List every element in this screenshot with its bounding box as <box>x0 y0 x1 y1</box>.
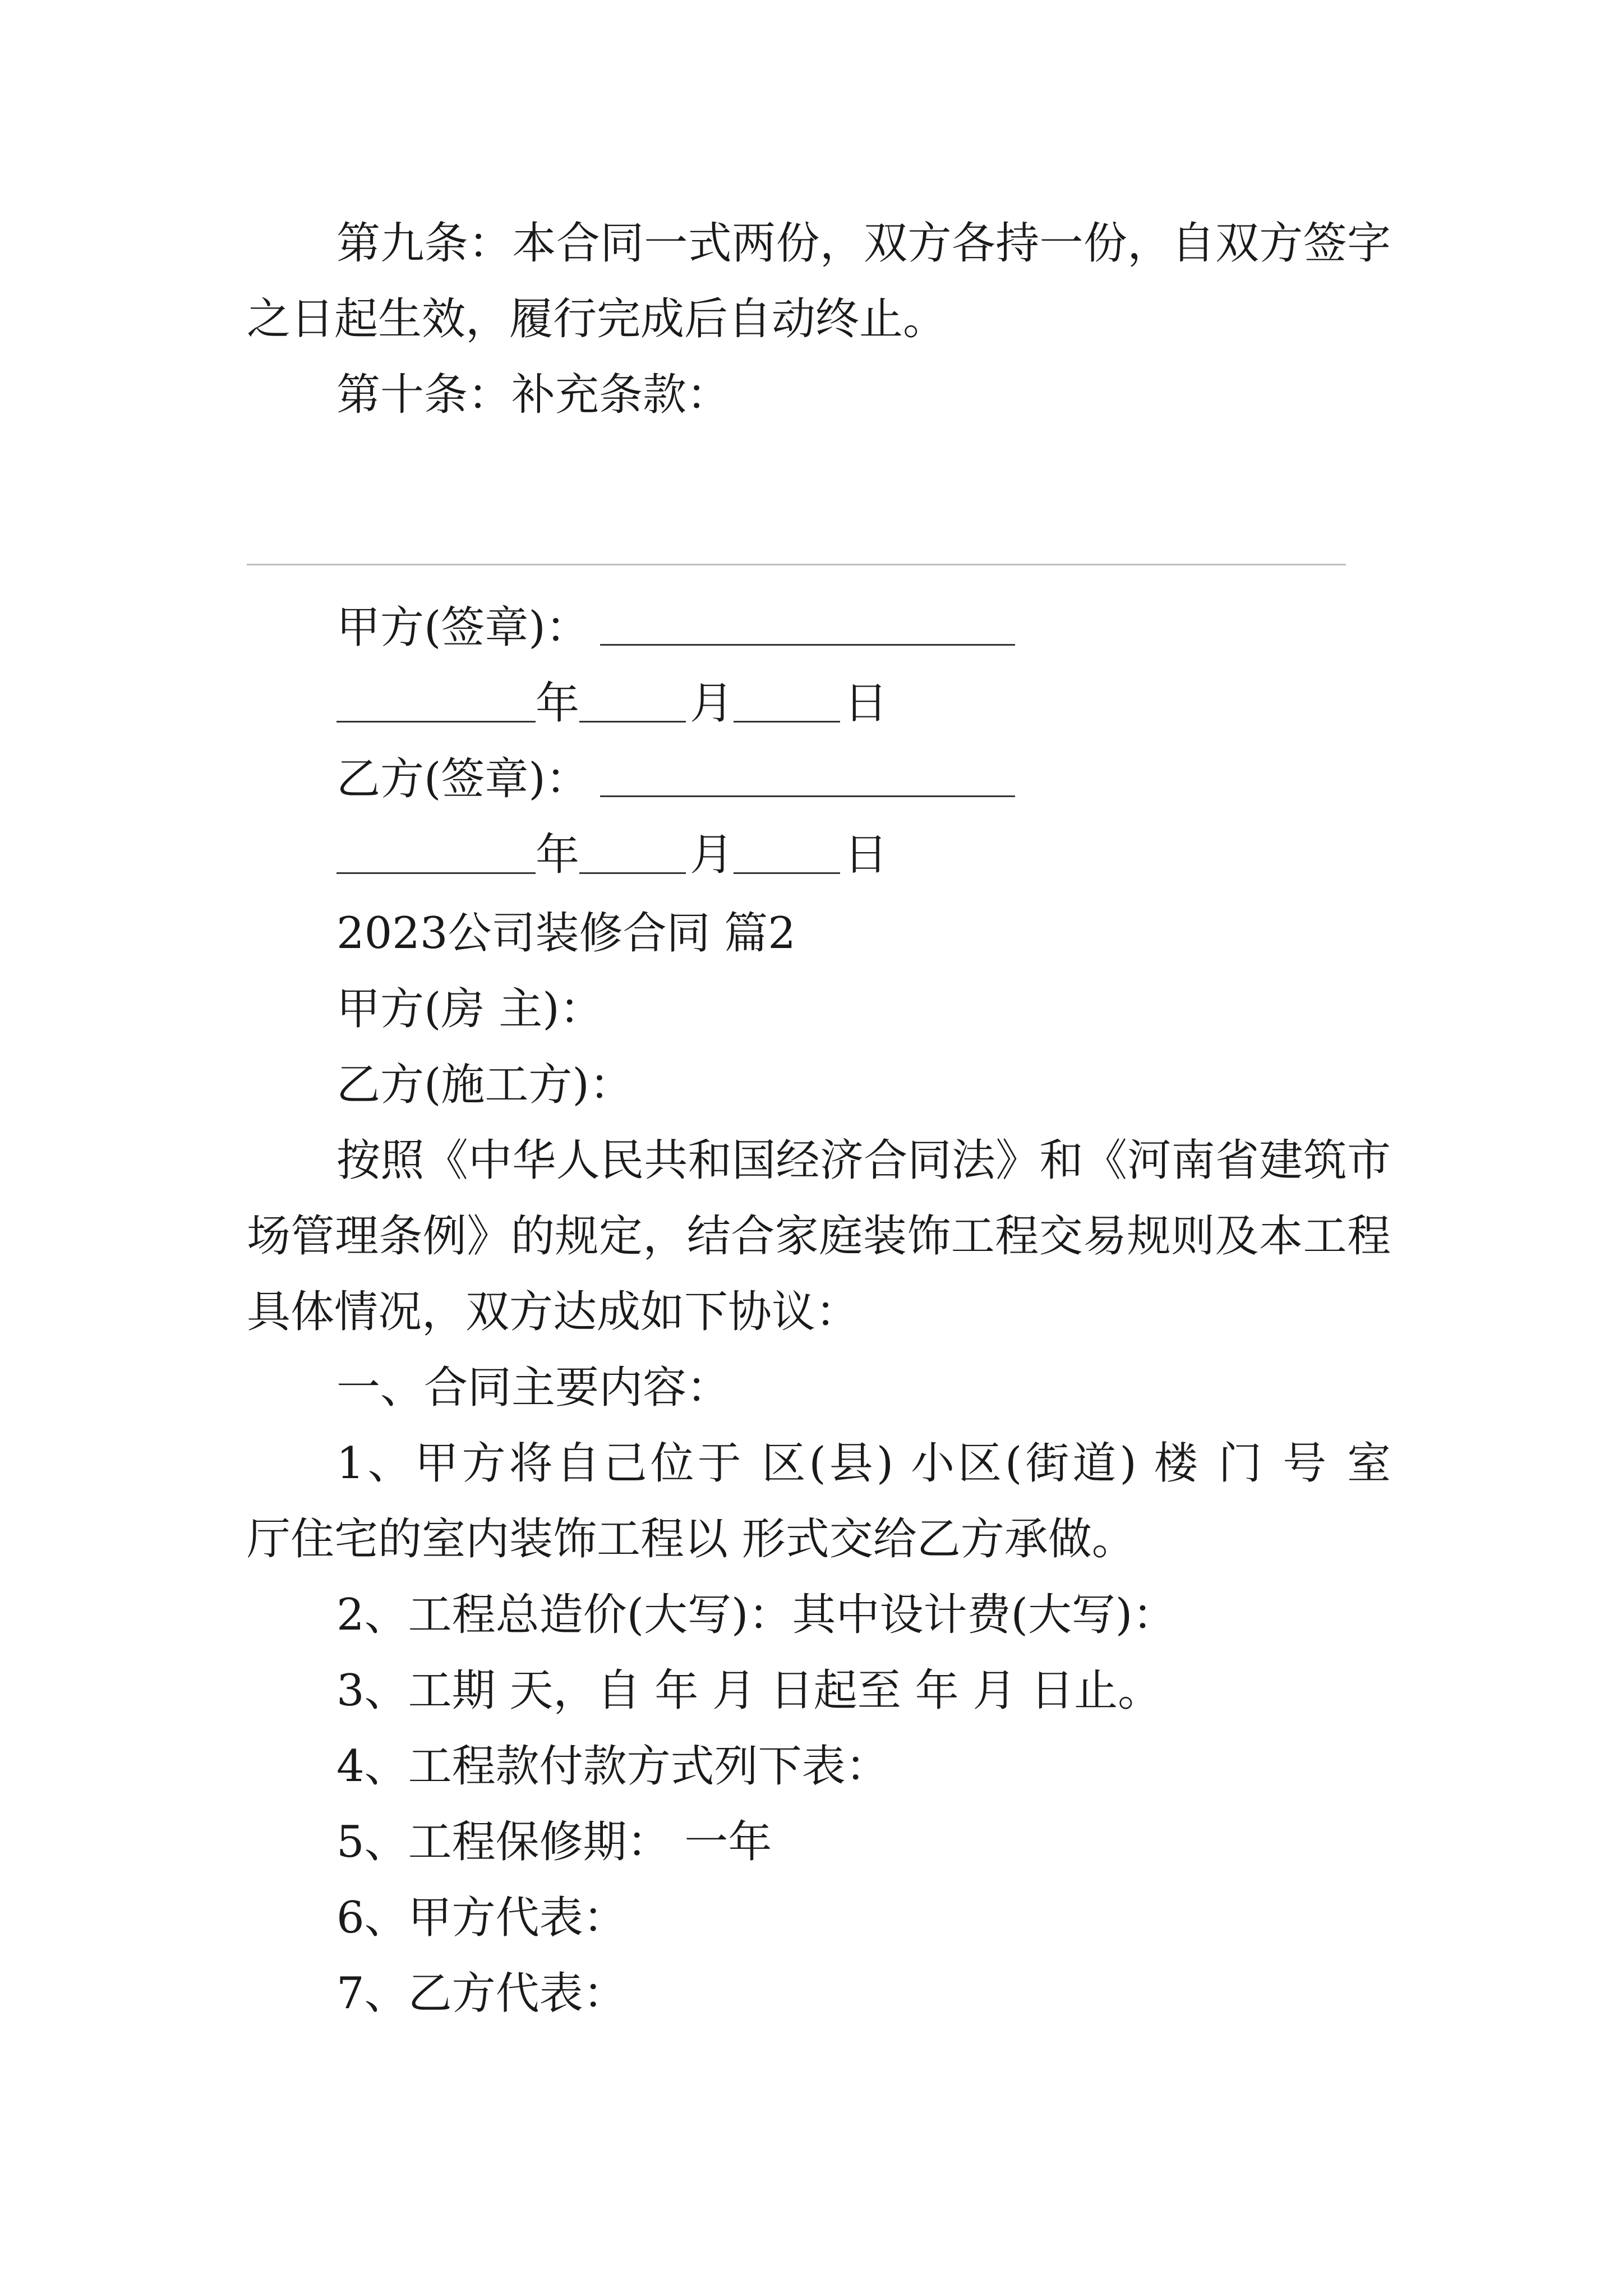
party-a-year-label: 年 <box>536 678 580 729</box>
party-a-month-blank <box>579 721 686 723</box>
party-a-day-label: 日 <box>844 678 888 729</box>
item2: 2、工程总造价(大写)：其中设计费(大写)： <box>336 1590 1177 1640</box>
item1-line2: 厅住宅的室内装饰工程以 形式交给乙方承做。 <box>247 1514 1136 1565</box>
party-b-month-blank <box>579 872 686 874</box>
party-a-day-blank <box>734 721 840 723</box>
party-a-year-blank <box>336 721 536 723</box>
item6: 6、甲方代表： <box>336 1893 627 1943</box>
section-title: 2023公司装修合同 篇2 <box>336 908 796 959</box>
item4: 4、工程款付款方式列下表： <box>336 1741 889 1792</box>
article10-heading: 第十条：补充条款： <box>336 370 731 420</box>
party-a-month-label: 月 <box>690 678 734 729</box>
section1-heading: 一、合同主要内容： <box>336 1363 731 1413</box>
article9-line1: 第九条：本合同一式两份，双方各持一份，自双方签字 <box>336 218 1391 269</box>
party-b-signature-label: 乙方(签章)： <box>336 754 589 804</box>
item1-line1: 1、甲方将自己位于 区(县) 小区(街道) 楼 门 号 室 <box>336 1438 1391 1489</box>
item5: 5、工程保修期： 一年 <box>336 1817 772 1867</box>
article9-line2: 之日起生效，履行完成后自动终止。 <box>247 294 947 344</box>
party-b-day-label: 日 <box>844 830 888 880</box>
preamble-line3: 具体情况，双方达成如下协议： <box>247 1287 860 1337</box>
preamble-line2: 场管理条例》的规定，结合家庭装饰工程交易规则及本工程 <box>247 1211 1391 1262</box>
party-b-year-label: 年 <box>536 830 580 880</box>
item3: 3、工期 天，自 年 月 日起至 年 月 日止。 <box>336 1665 1162 1716</box>
party-a-signature-label: 甲方(签章)： <box>336 602 589 653</box>
party-b-year-blank <box>336 872 536 874</box>
item7: 7、乙方代表： <box>336 1968 627 2019</box>
party-a-signature-blank <box>600 644 1015 646</box>
party-b-month-label: 月 <box>690 830 734 880</box>
party-b-line: 乙方(施工方)： <box>336 1060 633 1110</box>
preamble-line1: 按照《中华人民共和国经济合同法》和《河南省建筑市 <box>336 1135 1391 1186</box>
supplementary-clause-line <box>247 564 1346 565</box>
party-a-line: 甲方(房 主)： <box>336 984 603 1034</box>
party-b-signature-blank <box>600 795 1015 797</box>
party-b-day-blank <box>734 872 840 874</box>
